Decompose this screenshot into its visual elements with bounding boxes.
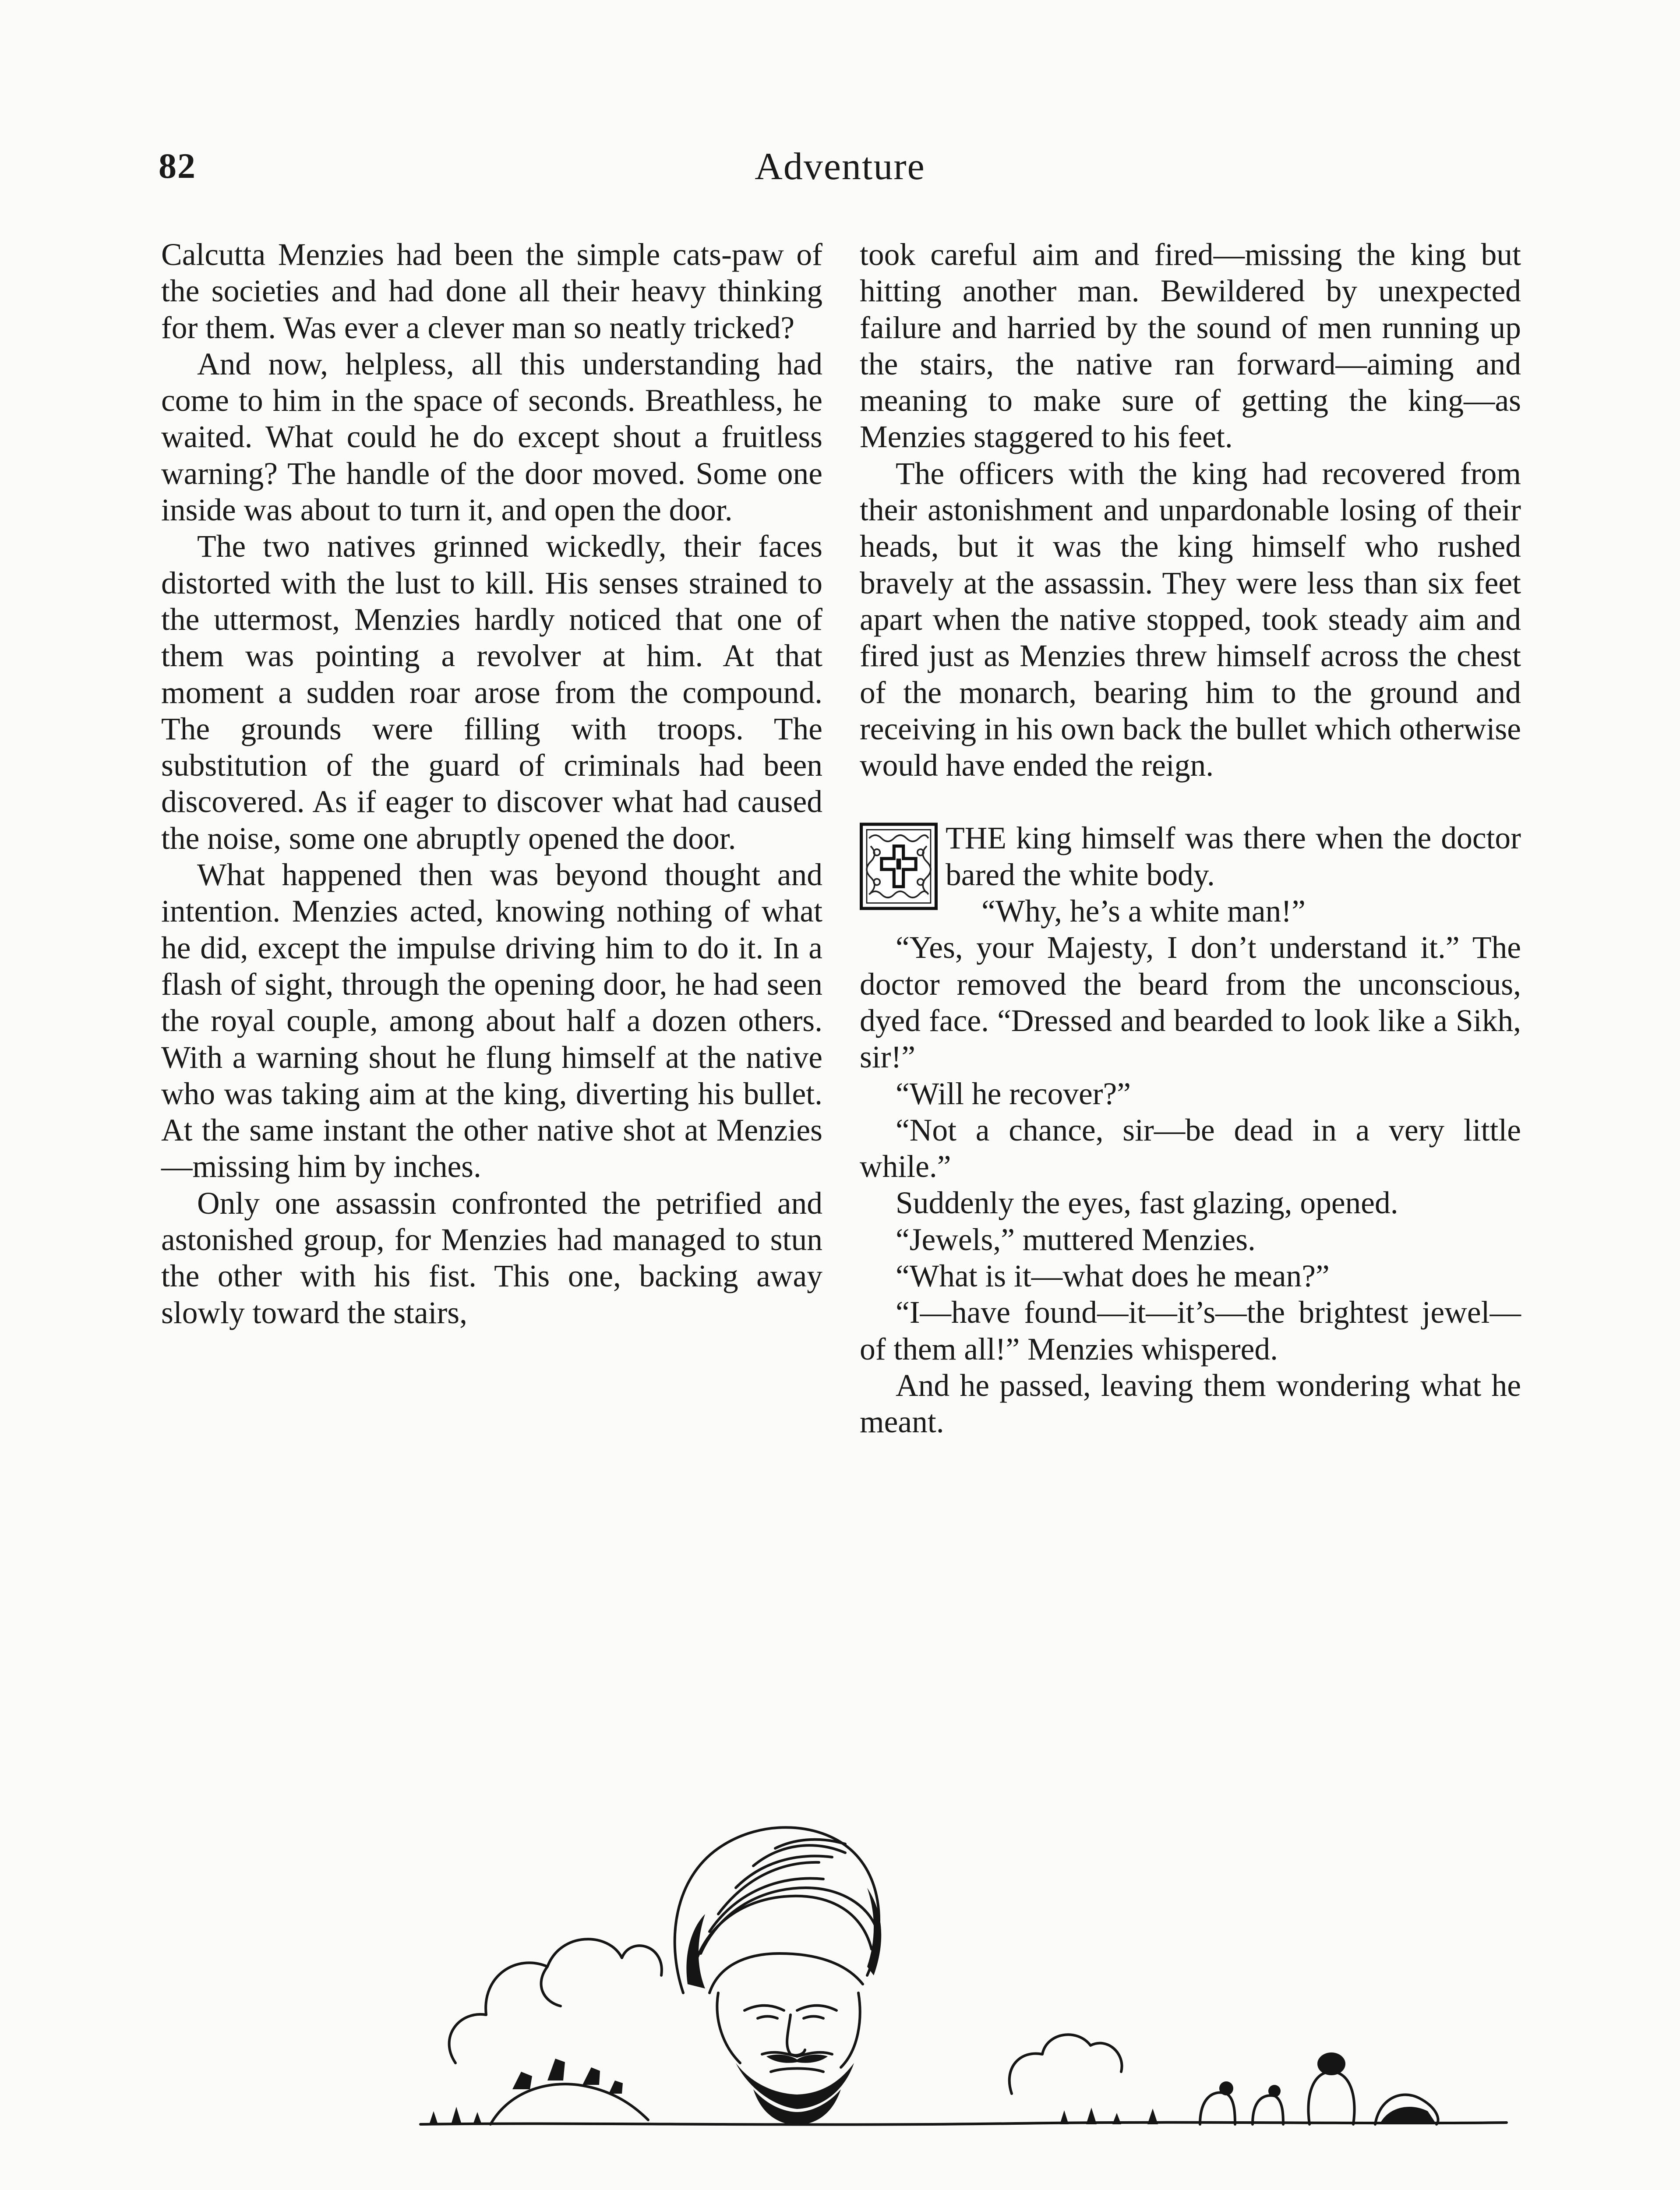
paragraph: “Not a chance, sir—be dead in a very little while.” — [860, 1113, 1521, 1184]
paragraph: The officers with the king had recovered from their astonishment and unpardonable losing of their heads, but it was the king himself who rushed bravely at the assassin. They were less than six feet apart when the native stopped, took steady aim and fired just as Menzies threw himself across the chest of the monarch, bearing him to the ground and receiving in his own back the bullet which otherwise would have ended the reign. — [860, 456, 1521, 783]
paragraph: And he passed, leaving them wondering what he meant. — [860, 1368, 1521, 1440]
section-opening-paragraph — [860, 820, 1521, 893]
paragraph: took careful aim and fired—missing the king but hitting another man. Bewildered by unexpected failure and harried by the sound of men running up the stairs, the native ran forward—aiming and meaning to make sure of getting the king—as Menzies staggered to his feet. — [860, 237, 1521, 455]
section-opening-text: THE king himself was there when the doctor bared the white body. — [946, 821, 1521, 892]
ornamental-cross-icon — [860, 823, 938, 910]
running-head: Adventure — [755, 145, 925, 188]
paragraph: “I—have found—it—it’s—the brightest jewel—of them all!” Menzies whispered. — [860, 1295, 1521, 1367]
paragraph: And now, helpless, all this understanding had come to him in the space of seconds. Breathless, he waited. What could he do except shout a fruitless warning? The handle of the door moved. Some one inside was about to turn it, and open the door. — [161, 346, 822, 528]
turbaned-sikh-illustration — [403, 1748, 1524, 2155]
paragraph: The two natives grinned wickedly, their faces distorted with the lust to kill. His senses strained to the uttermost, Menzies hardly noticed that one of them was pointing a revolver at him. At that moment a sudden roar arose from the compound. The grounds were filling with troops. The substitution of the guard of criminals had been discovered. As if eager to discover what had caused the noise, some one abruptly opened the door. — [161, 529, 822, 856]
paragraph: “Will he recover?” — [896, 1076, 1131, 1111]
paragraph: Suddenly the eyes, fast glazing, opened. — [896, 1186, 1398, 1221]
paragraph: What happened then was beyond thought and intention. Menzies acted, knowing nothing of what he did, except the impulse driving him to do it. In a flash of sight, through the opening door, he had seen the royal couple, among about half a dozen others. With a warning shout he flung himself at the native who was taking aim at the king, diverting his bullet. At the same instant the other native shot at Menzies—missing him by inches. — [161, 858, 822, 1184]
paragraph: “Yes, your Majesty, I don’t understand it.” The doctor removed the beard from the unconscious, dyed face. “Dressed and bearded to look like a Sikh, sir!” — [860, 930, 1521, 1075]
page-number: 82 — [159, 146, 196, 186]
right-column — [860, 237, 1521, 1441]
left-column — [161, 237, 822, 1331]
paragraph: “Jewels,” muttered Menzies. — [896, 1222, 1256, 1257]
paragraph: Calcutta Menzies had been the simple cats-paw of the societies and had done all their heavy thinking for them. Was ever a clever man so neatly tricked? — [161, 237, 822, 345]
paragraph: “What is it—what does he mean?” — [896, 1259, 1330, 1294]
paragraph: “Why, he’s a white man!” — [981, 894, 1306, 929]
paragraph: Only one assassin confronted the petrified and astonished group, for Menzies had managed to stun the other with his fist. This one, backing away slowly toward the stairs, — [161, 1186, 822, 1330]
